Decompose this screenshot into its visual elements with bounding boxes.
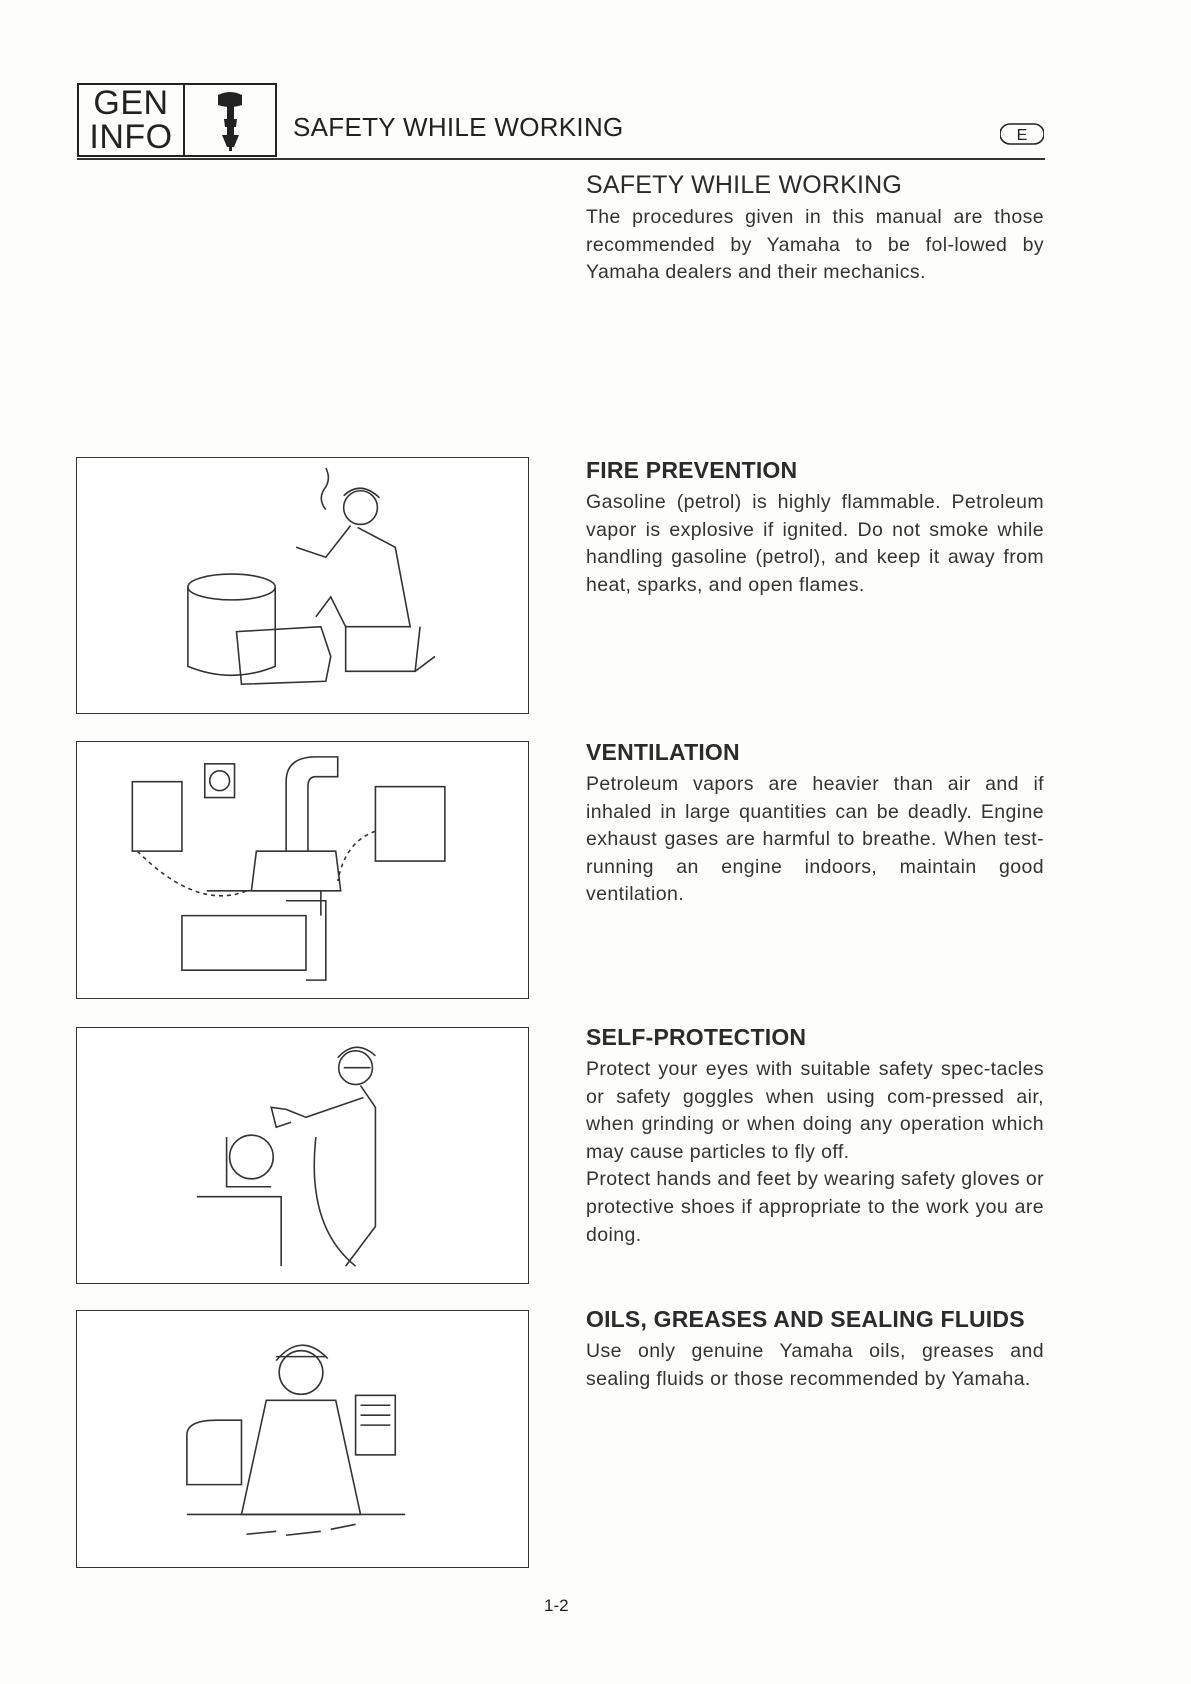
oils-greases-illustration (76, 1310, 529, 1568)
ventilation-text: Petroleum vapors are heavier than air and if inhaled in large quantities can be deadly. Engine exhaust gases are harmful to breathe. When test-running an engine indoors, maintain good ventilation. (586, 773, 1044, 906)
fire-prevention-section (586, 455, 1044, 599)
self-protection-text-1: Protect your eyes with suitable safety spec-tacles or safety goggles when using com-pressed air, when grinding or when doing any operation which may cause particles to fly off. (586, 1058, 1044, 1163)
fire-prevention-text: Gasoline (petrol) is highly flammable. Petroleum vapor is explosive if ignited. Do not smoke while handling gasoline (petrol), and keep it away from heat, sparks, and open flames. (586, 491, 1044, 596)
ventilation-section (586, 737, 1044, 909)
oils-greases-section (586, 1304, 1044, 1393)
oils-greases-text: Use only genuine Yamaha oils, greases and sealing fluids or those recommended by Yamaha. (586, 1340, 1044, 1390)
oils-greases-heading: OILS, GREASES AND SEALING FLUIDS (586, 1306, 1025, 1332)
intro-heading: SAFETY WHILE WORKING (586, 171, 903, 199)
gen-label: GEN (93, 84, 169, 122)
self-protection-heading: SELF-PROTECTION (586, 1024, 807, 1050)
language-mark-icon (1000, 122, 1044, 146)
self-protection-illustration (76, 1027, 529, 1284)
ventilation-heading: VENTILATION (586, 739, 740, 765)
page-number: 1-2 (544, 1596, 569, 1615)
ventilation-illustration (76, 741, 529, 999)
gen-info-label (79, 85, 185, 155)
self-protection-text-2: Protect hands and feet by wearing safety gloves or protective shoes if appropriate to the work you are doing. (586, 1168, 1044, 1246)
intro-section (586, 170, 1044, 287)
fire-prevention-illustration (76, 457, 529, 714)
intro-text: The procedures given in this manual are those recommended by Yamaha to be fol-lowed by Yamaha dealers and their mechanics. (586, 206, 1044, 284)
outboard-motor-icon (185, 85, 275, 155)
fire-prevention-heading: FIRE PREVENTION (586, 457, 798, 483)
self-protection-section (586, 1022, 1044, 1249)
section-tab-box (77, 83, 277, 157)
info-label: INFO (89, 118, 173, 156)
header-title: SAFETY WHILE WORKING (293, 112, 624, 142)
header-rule (77, 158, 1045, 160)
lang-mark-letter: E (1016, 127, 1028, 144)
